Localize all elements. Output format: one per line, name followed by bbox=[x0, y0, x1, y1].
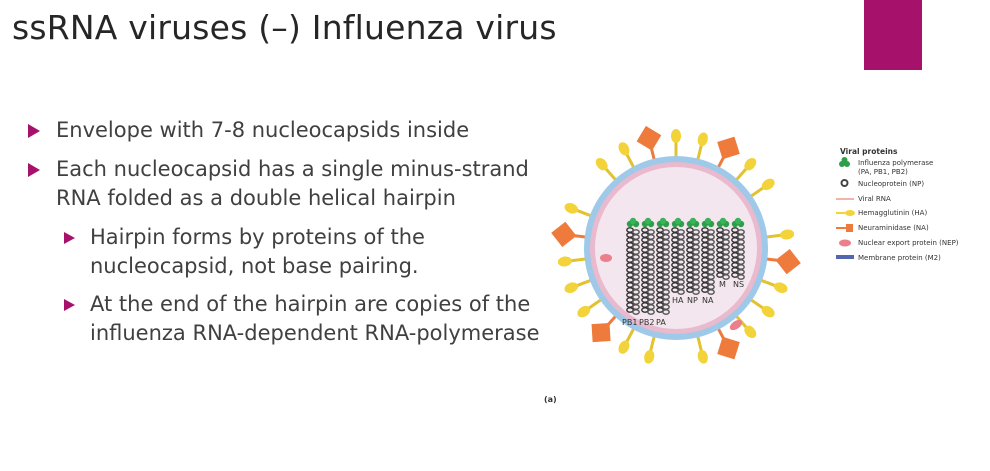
segment-label: M bbox=[719, 280, 726, 289]
legend-label: Viral RNA bbox=[858, 195, 891, 203]
bullet-item bbox=[28, 116, 548, 145]
virion-diagram bbox=[536, 120, 982, 410]
hemagglutinin-spike bbox=[671, 129, 681, 160]
nep-icon bbox=[839, 240, 851, 247]
sub-bullet-item bbox=[64, 290, 548, 348]
segment-label: NA bbox=[702, 296, 714, 305]
legend-label: Nuclear export protein (NEP) bbox=[858, 239, 959, 247]
bullet-item bbox=[28, 155, 548, 213]
legend-label: Hemagglutinin (HA) bbox=[858, 209, 928, 217]
sub-bullet-arrow-icon bbox=[64, 299, 75, 311]
legend-label: Membrane protein (M2) bbox=[858, 254, 941, 262]
bullet-arrow-icon bbox=[28, 163, 40, 177]
sub-bullet-text: At the end of the hairpin are copies of the influenza RNA-dependent RNA-polymerase bbox=[90, 292, 540, 345]
sub-bullet-text: Hairpin forms by proteins of the nucleocapsid, not base pairing. bbox=[90, 225, 425, 278]
legend-title: Viral proteins bbox=[840, 147, 898, 156]
nep-protein bbox=[600, 254, 612, 262]
bullet-text: Envelope with 7-8 nucleocapsids inside bbox=[56, 118, 470, 142]
polymerase-icon bbox=[839, 157, 850, 167]
segment-label: NS bbox=[733, 280, 745, 289]
slide-title: ssRNA viruses (–) Influenza virus bbox=[12, 8, 557, 47]
nucleoprotein-icon bbox=[842, 180, 848, 186]
accent-bar bbox=[864, 0, 922, 70]
segment-label: NP bbox=[687, 296, 698, 305]
panel-label: (a) bbox=[544, 395, 557, 404]
legend-sublabel: (PA, PB1, PB2) bbox=[858, 168, 908, 176]
neuraminidase-icon bbox=[836, 224, 853, 232]
m2-icon bbox=[836, 255, 854, 259]
hemagglutinin-icon bbox=[836, 210, 855, 216]
legend-label: Neuraminidase (NA) bbox=[858, 224, 929, 232]
sub-bullet-arrow-icon bbox=[64, 232, 75, 244]
segment-label: HA bbox=[672, 296, 684, 305]
bullet-list bbox=[28, 116, 548, 357]
legend-label: Influenza polymerase bbox=[858, 159, 934, 167]
segment-label: PB1 bbox=[622, 318, 638, 327]
bullet-text: Each nucleocapsid has a single minus-strand RNA folded as a double helical hairpin bbox=[56, 157, 529, 210]
segment-label: PB2 bbox=[639, 318, 655, 327]
sub-bullet-item bbox=[64, 223, 548, 281]
legend bbox=[836, 147, 959, 262]
bullet-arrow-icon bbox=[28, 124, 40, 138]
segment-label: PA bbox=[656, 318, 666, 327]
legend-label: Nucleoprotein (NP) bbox=[858, 180, 925, 188]
influenza-virion-figure bbox=[536, 120, 982, 410]
